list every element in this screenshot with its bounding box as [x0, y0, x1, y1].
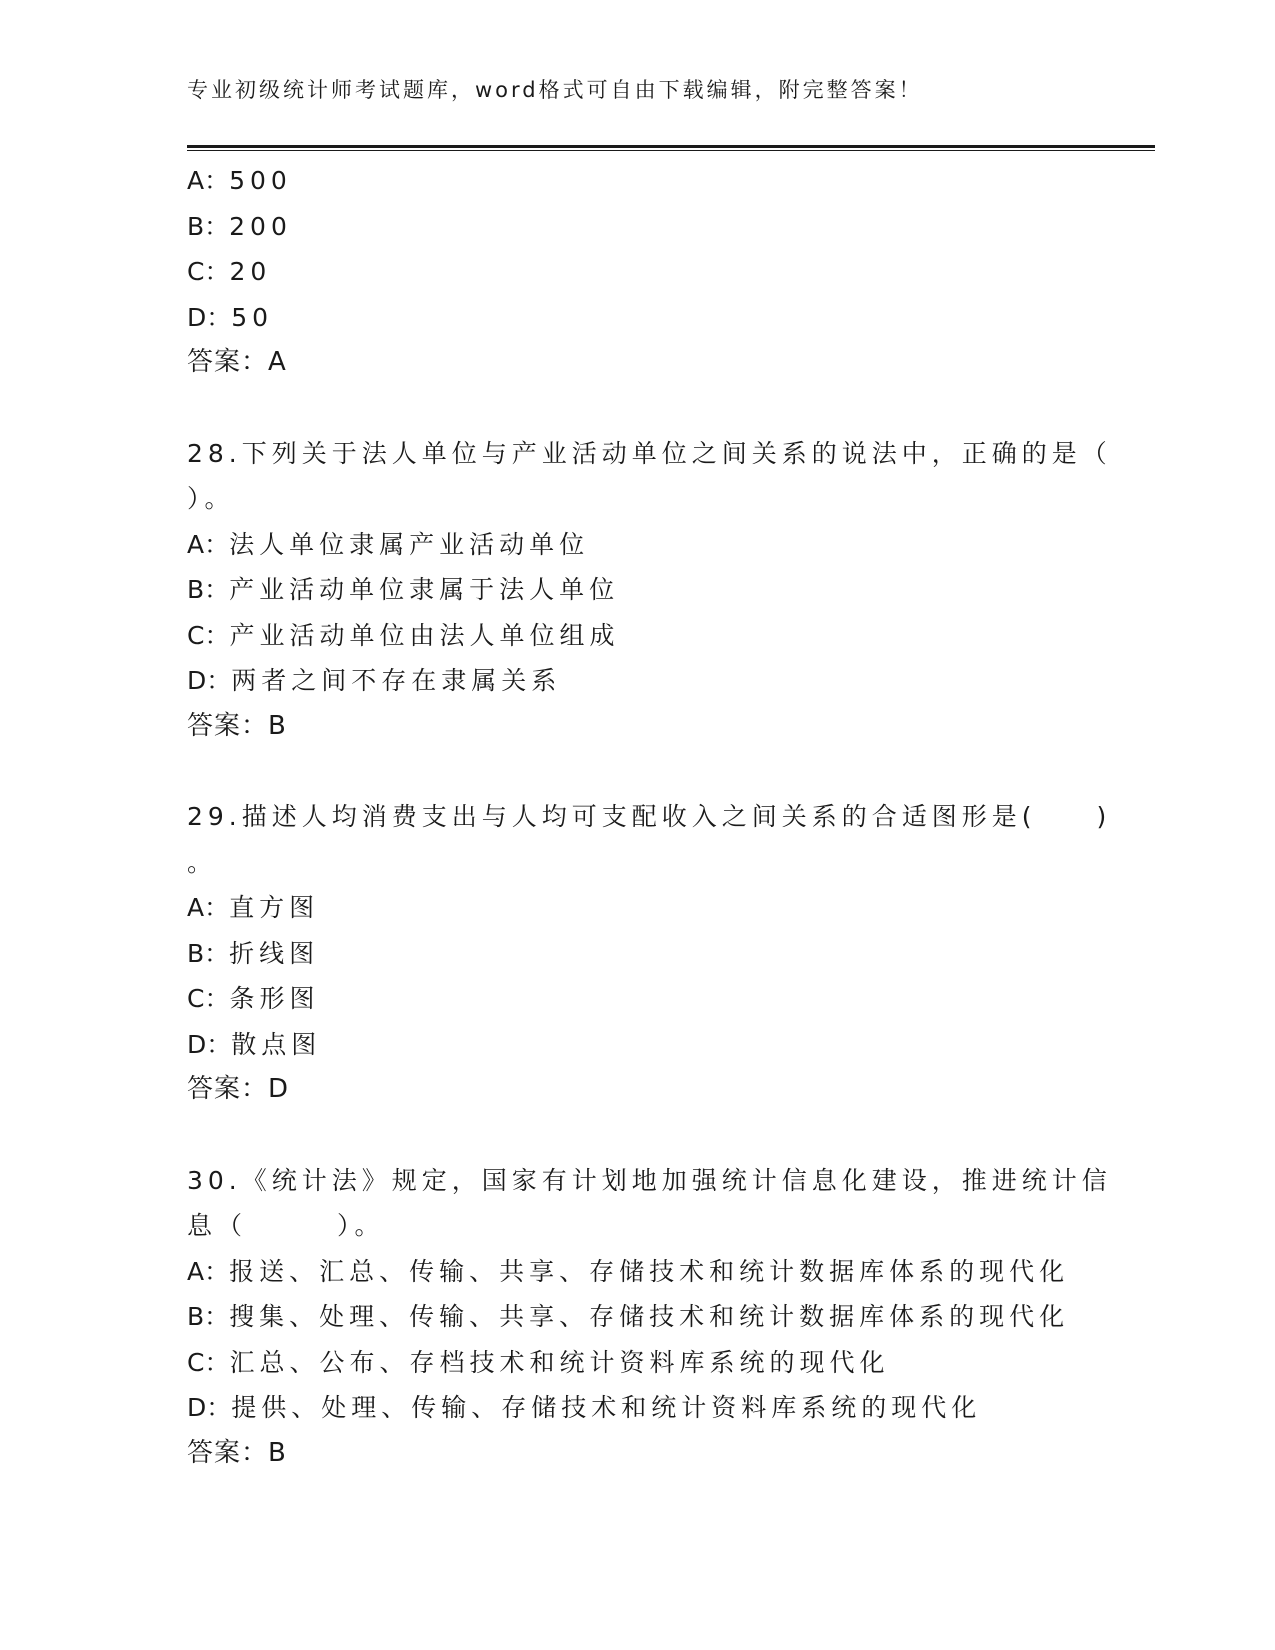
option-d: D：提供、处理、传输、存储技术和统计资料库系统的现代化: [187, 1393, 982, 1422]
option-a: A：报送、汇总、传输、共享、存储技术和统计数据库体系的现代化: [187, 1256, 1070, 1286]
question-30: [187, 1158, 1112, 1477]
option-a: A：法人单位隶属产业活动单位: [187, 529, 590, 559]
question-text-cont: 息（ ）。: [187, 1211, 385, 1240]
option-d: D：散点图: [187, 1029, 322, 1059]
prev-question: [187, 158, 1087, 386]
page-header: 专业初级统计师考试题库，word格式可自由下载编辑，附完整答案！: [187, 78, 923, 102]
option-b: B：折线图: [187, 938, 320, 968]
option-a: A：500: [187, 166, 292, 195]
question-text-cont: ）。: [187, 484, 235, 513]
option-d: D：50: [187, 302, 274, 332]
option-c: C：20: [187, 257, 272, 286]
option-c: C：汇总、公布、存档技术和统计资料库系统的现代化: [187, 1347, 890, 1377]
option-c: C：产业活动单位由法人单位组成: [187, 620, 620, 650]
question-29: [187, 794, 1112, 1113]
answer: 答案：B: [187, 710, 287, 741]
option-a: A：直方图: [187, 893, 320, 922]
answer: 答案：A: [187, 347, 287, 377]
option-b: B：产业活动单位隶属于法人单位: [187, 575, 620, 604]
option-b: B：200: [187, 211, 292, 241]
question-text: 28.下列关于法人单位与产业活动单位之间关系的说法中，正确的是（: [187, 438, 1112, 468]
option-c: C：条形图: [187, 984, 320, 1013]
header-rule-thin: [187, 150, 1155, 151]
option-b: B：搜集、处理、传输、共享、存储技术和统计数据库体系的现代化: [187, 1302, 1070, 1331]
answer: 答案：D: [187, 1074, 290, 1104]
option-d: D：两者之间不存在隶属关系: [187, 666, 562, 695]
document-body: [187, 158, 1112, 1476]
question-text: 29.描述人均消费支出与人均可支配收入之间关系的合适图形是( ): [187, 802, 1112, 831]
answer: 答案：B: [187, 1437, 287, 1468]
header-rule-thick: [187, 145, 1155, 148]
question-28: [187, 431, 1112, 750]
question-text: 30.《统计法》规定，国家有计划地加强统计信息化建设，推进统计信: [187, 1165, 1112, 1195]
question-text-cont: 。: [187, 847, 218, 877]
